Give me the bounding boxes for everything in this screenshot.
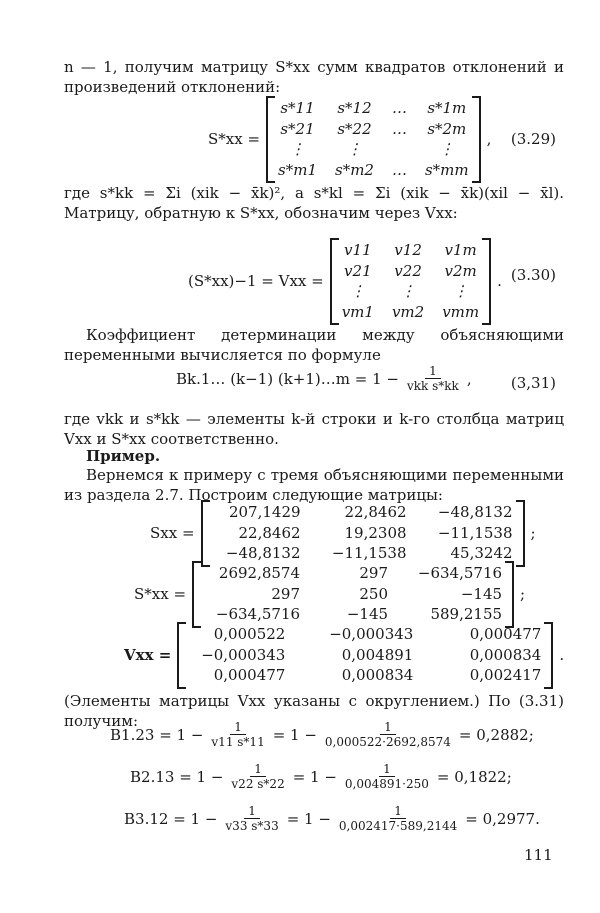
matrix-cell: 297 — [359, 564, 389, 582]
matrix-cell: vm1 — [341, 302, 374, 321]
result-b1: B1.23 = 1 − $\frac{1}{v11 s*11}$ = 1 − $\frac{1}{0,000522\cdot 2692,8574}$ = 0,2882; — [110, 720, 534, 750]
matrix-cell: 0,000834 — [469, 645, 542, 664]
matrix-cell: ⋮ — [290, 140, 306, 158]
where-text: где s*kk = Σi (xik − x̄k)², а s*kl = Σi (xik − x̄k)(xil − x̄l). Матрицу, обратную к S*xx, обозначим через Vxx: — [64, 184, 564, 222]
matrix-cell: s*1m — [427, 99, 467, 117]
matrix-cell: v11 — [344, 241, 372, 259]
matrix-sstar-xx: S*xx = 2692,8574 297 −634,5716 297 250 −145 −634,5716 −145 589,2155 ; — [134, 561, 525, 628]
matrix-cell: v1m — [444, 241, 477, 259]
matrix-cell: s*11 — [280, 99, 315, 117]
matrix-cell: 0,004891 — [341, 645, 414, 664]
matrix-3-29-cells — [266, 96, 481, 183]
matrix-cell — [392, 140, 407, 160]
matrix-cell: −145 — [346, 605, 389, 623]
eq-3-29-lhs: S*xx = — [208, 129, 261, 148]
matrix-cell: ⋮ — [453, 282, 469, 300]
matrix-cell: s*2m — [427, 119, 467, 138]
matrix-cell: s*m2 — [335, 160, 374, 179]
matrix-cell: −634,5716 — [215, 605, 301, 623]
matrix-cell: v2m — [444, 261, 477, 280]
matrix-sstar-general: S*xx = s*11 s*12 … s*1m s*21 s*22 … s*2m ⋮ ⋮ ⋮ s*m1 s*m2 … s*mm , — [208, 96, 491, 183]
matrix-cell: −11,1538 — [331, 544, 407, 562]
intro-text: n — 1, получим матрицу S*xx сумм квадратов отклонений и произведений отклонений: — [64, 58, 564, 96]
matrix-cell: 0,000477 — [469, 625, 542, 643]
matrix-cell: 22,8462 — [238, 523, 301, 542]
matrix-cell: 22,8462 — [344, 503, 407, 521]
matrix-cell: 2692,8574 — [218, 564, 301, 582]
matrix-cell: 19,2308 — [344, 523, 407, 542]
result-b3: B3.12 = 1 − $\frac{1}{v33 s*33}$ = 1 − $\frac{1}{0,002417\cdot 589,2144}$ = 0,2977. — [124, 804, 540, 834]
matrix-cell: −0,000343 — [201, 645, 286, 664]
matrix-cell: s*21 — [280, 119, 315, 138]
matrix-cell: 589,2155 — [430, 605, 503, 623]
matrix-cell: s*22 — [337, 119, 372, 138]
matrix-3-30-cells — [330, 238, 491, 325]
matrix-vxx-general: (S*xx)−1 = Vxx = v11 v12 v1m v21 v22 v2m ⋮ ⋮ ⋮ vm1 vm2 vmm . — [188, 238, 502, 325]
matrix-cell: s*mm — [424, 160, 469, 179]
equation-number-3-30: (3.30) — [510, 266, 556, 284]
matrix-vxx: Vxx = 0,000522 −0,000343 0,000477 −0,000343 0,004891 0,000834 0,000477 0,000834 0,002417 . — [124, 622, 564, 689]
matrix-cell: … — [391, 99, 407, 117]
matrix-cell: −634,5716 — [417, 564, 503, 582]
matrix-sstar-cells — [192, 561, 514, 628]
equation-number-3-29: (3.29) — [510, 130, 556, 148]
matrix-cell: 0,000834 — [341, 666, 414, 684]
result-b2: B2.13 = 1 − $\frac{1}{v22 s*22}$ = 1 − $\frac{1}{0,004891\cdot 250}$ = 0,1822; — [130, 762, 512, 792]
matrix-cell: s*m1 — [278, 160, 317, 179]
matrix-cell: −48,8132 — [225, 544, 301, 562]
matrix-cell: −0,000343 — [329, 625, 414, 643]
matrix-cell: 297 — [271, 584, 301, 603]
matrix-cell: −11,1538 — [437, 523, 513, 542]
matrix-cell: −145 — [460, 584, 503, 603]
equation-number-3-31: (3,31) — [510, 374, 556, 392]
matrix-cell: 0,000522 — [213, 625, 286, 643]
rounding-note: (Элементы матрицы Vxx указаны с округлением.) По (3.31) получим: — [64, 692, 564, 730]
elements-paragraph: где vkk и s*kk — элементы k-й строки и k-го столбца матриц Vxx и S*xx соответственно. — [64, 410, 564, 448]
matrix-cell: v21 — [344, 261, 372, 280]
matrix-cell: ⋮ — [439, 140, 455, 158]
matrix-cell: 45,3242 — [450, 544, 513, 562]
matrix-sxx: Sxx = 207,1429 22,8462 −48,8132 22,8462 19,2308 −11,1538 −48,8132 −11,1538 45,3242 ; — [150, 500, 536, 567]
matrix-cell: −48,8132 — [437, 503, 513, 521]
matrix-cell: v22 — [394, 261, 422, 280]
matrix-cell: v12 — [394, 241, 422, 259]
matrix-cell: 207,1429 — [228, 503, 301, 521]
page-number: 111 — [524, 846, 553, 864]
eq-3-30-lhs: (S*xx)−1 = Vxx = — [188, 271, 324, 290]
example-paragraph: Вернемся к примеру с тремя объясняющими переменными из раздела 2.7. Построим следующие матрицы: — [64, 466, 564, 504]
matrix-cell: 250 — [359, 584, 389, 603]
coefficient-paragraph: Коэффициент детерминации между объясняющими переменными вычисляется по формуле — [64, 326, 564, 364]
matrix-cell: vmm — [442, 302, 480, 321]
matrix-cell: 0,000477 — [213, 666, 286, 684]
matrix-cell: ⋮ — [350, 282, 366, 300]
matrix-cell: … — [391, 160, 407, 179]
matrix-cell: s*12 — [337, 99, 372, 117]
matrix-sxx-cells — [201, 500, 525, 567]
example-heading: Пример. — [86, 447, 161, 465]
matrix-cell: 0,002417 — [469, 666, 542, 684]
matrix-cell: ⋮ — [346, 140, 362, 158]
matrix-cell: … — [391, 119, 407, 138]
matrix-vxx-cells — [177, 622, 553, 689]
matrix-cell: vm2 — [391, 302, 425, 321]
matrix-cell: ⋮ — [400, 282, 416, 300]
equation-3-31: Bk.1… (k−1) (k+1)…m = 1 − $\frac{1}{\text{vkk s*kk}}$ , — [176, 364, 472, 394]
